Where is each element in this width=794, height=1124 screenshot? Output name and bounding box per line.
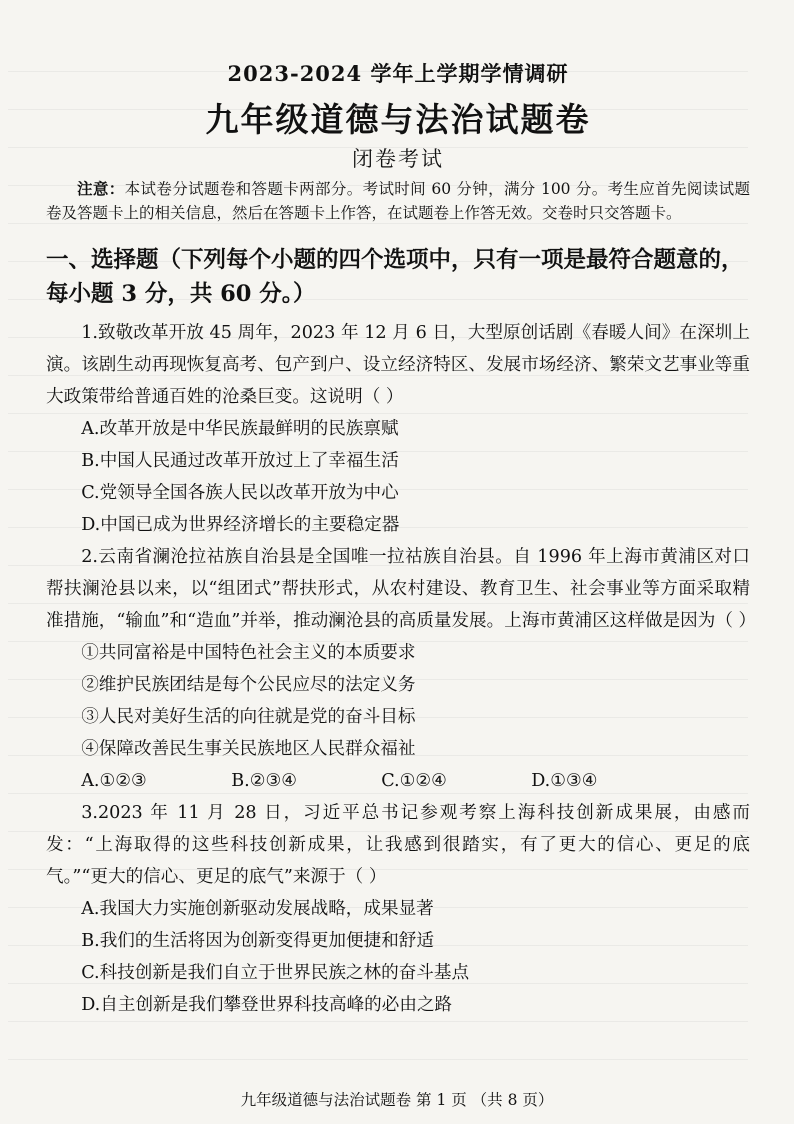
option-a: A.改革开放是中华民族最鲜明的民族禀赋 bbox=[81, 419, 399, 439]
question-stem: 2.云南省澜沧拉祜族自治县是全国唯一拉祜族自治县。自 1996 年上海市黄浦区对口帮扶澜沧县以来，以“组团式”帮扶形式，从农村建设、教育卫生、社会事业等方面采取精准措施，“输血”和“造血”并举，推动澜沧县的高质量发展。上海市黄浦区这样做是因为（ ） bbox=[46, 547, 757, 631]
option-row bbox=[46, 765, 750, 797]
option-a: A.我国大力实施创新驱动发展战略，成果显著 bbox=[81, 899, 434, 919]
notice-label: 注意： bbox=[77, 179, 125, 198]
statement-4: ④保障改善民生事关民族地区人民群众福祉 bbox=[81, 739, 416, 759]
question-3 bbox=[46, 797, 750, 1021]
notice-text: 本试卷分试题卷和答题卡两部分。考试时间 60 分钟，满分 100 分。考生应首先阅读试题卷及答题卡上的相关信息，然后在答题卡上作答，在试题卷上作答无效。交卷时只交答题卡。 bbox=[46, 180, 750, 222]
question-stem: 1.致敬改革开放 45 周年，2023 年 12 月 6 日，大型原创话剧《春暖人间》在深圳上演。该剧生动再现恢复高考、包产到户、设立经济特区、发展市场经济、繁荣文艺事业等重大政策带给普通百姓的沧桑巨变。这说明（ ） bbox=[46, 323, 750, 407]
option-d: D.①③④ bbox=[531, 771, 598, 791]
option-d: D.中国已成为世界经济增长的主要稳定器 bbox=[81, 515, 400, 535]
option-a: A.①②③ bbox=[81, 771, 147, 791]
sub-title: 闭卷考试 bbox=[352, 147, 444, 171]
option-c: C.科技创新是我们自立于世界民族之林的奋斗基点 bbox=[81, 963, 470, 983]
page-footer: 九年级道德与法治试题卷 第 1 页 （共 8 页） bbox=[240, 1091, 554, 1109]
year-title: 2023-2024 学年上学期学情调研 bbox=[227, 61, 569, 86]
question-1 bbox=[46, 317, 750, 541]
statement-3: ③人民对美好生活的向往就是党的奋斗目标 bbox=[81, 707, 416, 727]
option-c: C.党领导全国各族人民以改革开放为中心 bbox=[81, 483, 399, 503]
main-title: 九年级道德与法治试题卷 bbox=[205, 100, 591, 139]
option-b: B.②③④ bbox=[231, 771, 298, 791]
option-b: B.我们的生活将因为创新变得更加便捷和舒适 bbox=[81, 931, 434, 951]
notice bbox=[46, 177, 750, 225]
statement-1: ①共同富裕是中国特色社会主义的本质要求 bbox=[81, 643, 416, 663]
question-2 bbox=[46, 541, 757, 797]
statement-2: ②维护民族团结是每个公民应尽的法定义务 bbox=[81, 675, 416, 695]
option-c: C.①②④ bbox=[381, 771, 447, 791]
section-heading: 一、选择题（下列每个小题的四个选项中，只有一项是最符合题意的，每小题 3 分，共 60 分。） bbox=[46, 247, 744, 307]
question-stem: 3.2023 年 11 月 28 日，习近平总书记参观考察上海科技创新成果展，由感而发：“上海取得的这些科技创新成果，让我感到很踏实，有了更大的信心、更足的底气。”“更大的信心、更足的底气”来源于（ ） bbox=[46, 803, 750, 887]
option-d: D.自主创新是我们攀登世界科技高峰的必由之路 bbox=[81, 995, 453, 1015]
option-b: B.中国人民通过改革开放过上了幸福生活 bbox=[81, 451, 399, 471]
